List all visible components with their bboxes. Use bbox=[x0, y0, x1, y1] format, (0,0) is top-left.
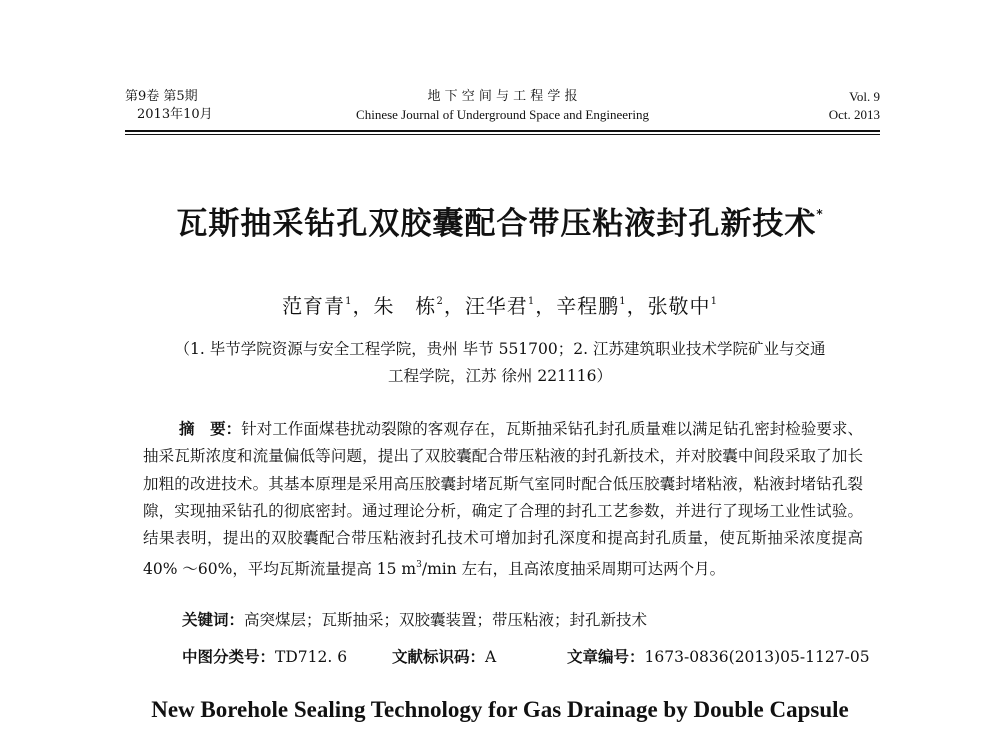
header-journal-name-cn: 地 下 空 间 与 工 程 学 报 bbox=[427, 89, 578, 104]
doc-code-label: 文献标识码： bbox=[392, 648, 486, 666]
journal-header bbox=[125, 88, 880, 132]
article-number-label: 文章编号： bbox=[567, 648, 645, 666]
author-affil-mark: 1 bbox=[619, 296, 627, 307]
author-affil-mark: 2 bbox=[436, 296, 444, 307]
author-name: 张敬中 bbox=[647, 294, 711, 318]
keywords-label: 关键词： bbox=[182, 611, 245, 629]
author-list bbox=[0, 290, 1000, 319]
keywords bbox=[182, 608, 647, 630]
author-affil-mark: 1 bbox=[710, 296, 718, 307]
header-rule-thin bbox=[125, 134, 880, 135]
header-rule-thick bbox=[125, 130, 880, 132]
author-separator: ， bbox=[535, 294, 557, 318]
header-journal-name bbox=[125, 88, 880, 124]
clc-value: TD712. 6 bbox=[275, 648, 348, 666]
abstract-text-end: /min 左右，且高浓度抽采周期可达两个月。 bbox=[421, 560, 726, 579]
abstract-superscript: 3 bbox=[416, 560, 422, 571]
header-volume-en bbox=[829, 88, 880, 124]
clc-number bbox=[182, 645, 347, 667]
title-footnote-mark: * bbox=[816, 207, 824, 221]
keywords-text: 高突煤层；瓦斯抽采；双胶囊装置；带压粘液；封孔新技术 bbox=[244, 611, 648, 629]
author-separator: ， bbox=[352, 294, 374, 318]
author-affil-mark: 1 bbox=[527, 296, 536, 307]
doc-code-value: A bbox=[485, 648, 497, 666]
affiliations bbox=[140, 336, 860, 390]
classification-line bbox=[182, 645, 870, 667]
header-volume-issue: 第9卷 第5期 bbox=[125, 89, 198, 104]
header-vol: Vol. 9 bbox=[849, 89, 880, 104]
english-title: New Borehole Sealing Technology for Gas Drainage by Double Capsule bbox=[151, 697, 849, 722]
author-name: 辛程鹏 bbox=[556, 294, 620, 318]
article-number-value: 1673-0836(2013)05-1127-05 bbox=[644, 648, 870, 666]
author-affil-mark: 1 bbox=[345, 296, 353, 307]
document-code bbox=[392, 645, 496, 667]
header-journal-name-en: Chinese Journal of Underground Space and Engineering bbox=[356, 107, 649, 122]
paper-title-text: 瓦斯抽采钻孔双胶囊配合带压粘液封孔新技术 bbox=[176, 206, 817, 242]
abstract-text: 针对工作面煤巷扰动裂隙的客观存在，瓦斯抽采钻孔封孔质量难以满足钻孔密封检验要求、抽采瓦斯浓度和流量偏低等问题，提出了双胶囊配合带压粘液的封孔新技术，并对胶囊中间段采取了加长加粗的改进技术。其基本原理是采用高压胶囊封堵瓦斯气室同时配合低压胶囊封堵粘液，粘液封堵钻孔裂隙，实现抽采钻孔的彻底密封。通过理论分析，确定了合理的封孔工艺参数，并进行了现场工业性试验。结果表明，提出的双胶囊配合带压粘液封孔技术可增加封孔深度和提高封孔质量，使瓦斯抽采浓度提高 40% ～60%，平均瓦斯流量提高 15 m bbox=[143, 420, 863, 579]
header-date-en: Oct. 2013 bbox=[828, 107, 880, 122]
author-name: 汪华君 bbox=[464, 294, 528, 318]
affiliation-line: （1. 毕节学院资源与安全工程学院，贵州 毕节 551700；2. 江苏建筑职业技术学院矿业与交通 bbox=[174, 340, 826, 358]
author-separator: ， bbox=[443, 294, 465, 318]
abstract bbox=[143, 416, 863, 584]
abstract-label: 摘 要： bbox=[179, 420, 242, 438]
article-number bbox=[567, 645, 870, 667]
clc-label: 中图分类号： bbox=[182, 648, 276, 666]
affiliation-line: 工程学院，江苏 徐州 221116） bbox=[387, 367, 613, 385]
paper-title bbox=[0, 198, 1000, 243]
author-name: 范育青 bbox=[282, 294, 346, 318]
author-separator: ， bbox=[626, 294, 648, 318]
author-name: 朱 栋 bbox=[373, 294, 437, 318]
header-date-cn: 2013年10月 bbox=[137, 107, 213, 122]
